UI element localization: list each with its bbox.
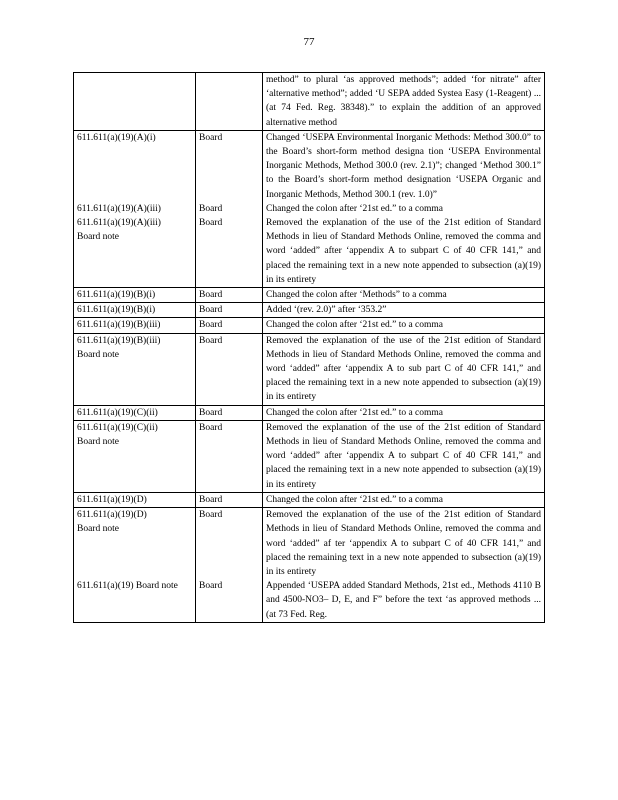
- table-row: [74, 303, 545, 318]
- change-description: Changed the colon after ‘21st ed.” to a comma: [263, 202, 545, 216]
- source-cell: [196, 288, 263, 303]
- section-sublabel: Board note: [77, 349, 119, 360]
- source-cell: [196, 405, 263, 420]
- source-label: Board: [199, 218, 223, 229]
- source-label: Board: [199, 494, 223, 505]
- change-description: Changed the colon after ‘21st ed.” to a comma: [263, 318, 545, 333]
- source-label: Board: [199, 422, 223, 433]
- change-description: Changed the colon after ‘21st ed.” to a comma: [263, 492, 545, 507]
- section-cell: [74, 303, 196, 318]
- section-label: 611.611(a)(19)(B)(iii): [77, 335, 161, 346]
- source-cell: [196, 73, 263, 131]
- section-label: 611.611(a)(19)(B)(i): [77, 305, 156, 316]
- source-label: Board: [199, 290, 223, 301]
- source-label: Board: [199, 581, 223, 592]
- section-label: 611.611(a)(19)(B)(iii): [77, 320, 161, 331]
- table-row: [74, 202, 545, 216]
- source-cell: [196, 492, 263, 507]
- section-cell: [74, 492, 196, 507]
- section-label: 611.611(a)(19)(D): [77, 510, 147, 521]
- source-cell: [196, 318, 263, 333]
- change-description: Appended ‘USEPA added Standard Methods, 21st ed., Methods 4110 B and 4500-NO3– D, E, and F” before the text ‘as approved methods ... (at 73 Fed. Reg.: [263, 579, 545, 622]
- section-sublabel: Board note: [77, 524, 119, 535]
- change-description: Changed ‘USEPA Environmental Inorganic Methods: Method 300.0” to the Board’s short-form method designa tion ‘USEPA Environmental Inorganic Methods, Method 300.0 (rev. 2.1)”; changed ‘Method 300.1” to the Board’s short-form method designation ‘USEPA Organic and Inorganic Methods, Method 300.1 (rev. 1.0)”: [263, 130, 545, 202]
- change-description: Changed the colon after ‘21st ed.” to a comma: [263, 405, 545, 420]
- source-cell: [196, 420, 263, 492]
- section-sublabel: Board note: [77, 437, 119, 448]
- section-sublabel: Board note: [77, 232, 119, 243]
- source-cell: [196, 579, 263, 622]
- section-cell: [74, 318, 196, 333]
- change-description: Changed the colon after ‘Methods” to a comma: [263, 288, 545, 303]
- section-label: 611.611(a)(19)(C)(ii): [77, 422, 158, 433]
- section-label: 611.611(a)(19)(D): [77, 494, 147, 505]
- section-cell: [74, 333, 196, 405]
- change-description: Removed the explanation of the use of the 21st edition of Standard Methods in lieu of Standard Methods Online, removed the comma and word ‘added” after ‘appendix A to sub part C of 40 CFR 141,” and placed the remaining text in a new note appended to subsection (a)(19) in its entirety: [263, 333, 545, 405]
- source-cell: [196, 303, 263, 318]
- table-row: [74, 318, 545, 333]
- table-row: [74, 216, 545, 288]
- change-description: Removed the explanation of the use of the 21st edition of Standard Methods in lieu of Standard Methods Online, removed the comma and word ‘added” after ‘appendix A to subpart C of 40 CFR 141,” and placed the remaining text in a new note appended to subsection (a)(19) in its entirety: [263, 216, 545, 288]
- section-cell: [74, 202, 196, 216]
- table-row: [74, 73, 545, 131]
- table-row: [74, 288, 545, 303]
- section-cell: [74, 405, 196, 420]
- page-number: 77: [303, 36, 315, 48]
- source-label: Board: [199, 203, 223, 214]
- section-cell: [74, 508, 196, 580]
- table-row: [74, 579, 545, 622]
- source-label: Board: [199, 132, 223, 143]
- table-row: [74, 130, 545, 202]
- change-description: Removed the explanation of the use of the 21st edition of Standard Methods in lieu of Standard Methods Online, removed the comma and word ‘added” af ter ‘appendix A to subpart C of 40 CFR 141,” and placed the remaining text in a new note appended to subsection (a)(19) in its entirety: [263, 508, 545, 580]
- source-label: Board: [199, 510, 223, 521]
- section-label: 611.611(a)(19)(A)(iii): [77, 218, 161, 229]
- change-description: Added ‘(rev. 2.0)” after ‘353.2”: [263, 303, 545, 318]
- section-cell: [74, 130, 196, 202]
- change-description: method” to plural ‘as approved methods”; added ‘for nitrate” after ‘alternative method”; added ‘U SEPA added Systea Easy (1-Reagent) ... (at 74 Fed. Reg. 38348).” to explain the addition of an approved alternative method: [263, 73, 545, 131]
- section-label: 611.611(a)(19)(C)(ii): [77, 407, 158, 418]
- section-label: 611.611(a)(19)(A)(iii): [77, 203, 161, 214]
- table-row: [74, 333, 545, 405]
- section-label: 611.611(a)(19)(A)(i): [77, 132, 156, 143]
- source-label: Board: [199, 320, 223, 331]
- source-label: Board: [199, 305, 223, 316]
- source-cell: [196, 130, 263, 202]
- section-label: 611.611(a)(19)(B)(i): [77, 290, 156, 301]
- section-label: 611.611(a)(19) Board note: [77, 581, 178, 592]
- source-cell: [196, 202, 263, 216]
- source-cell: [196, 216, 263, 288]
- amendments-table: [73, 72, 545, 623]
- source-label: Board: [199, 407, 223, 418]
- section-cell: [74, 288, 196, 303]
- table-row: [74, 405, 545, 420]
- section-cell: [74, 579, 196, 622]
- table-row: [74, 492, 545, 507]
- section-cell: [74, 73, 196, 131]
- section-cell: [74, 420, 196, 492]
- source-cell: [196, 333, 263, 405]
- section-cell: [74, 216, 196, 288]
- source-cell: [196, 508, 263, 580]
- change-description: Removed the explanation of the use of the 21st edition of Standard Methods in lieu of Standard Methods Online, removed the comma and word ‘added” after ‘appendix A to subpart C of 40 CFR 141,” and placed the remaining text in a new note appended to subsection (a)(19) in its entirety: [263, 420, 545, 492]
- source-label: Board: [199, 335, 223, 346]
- table-row: [74, 420, 545, 492]
- table-row: [74, 508, 545, 580]
